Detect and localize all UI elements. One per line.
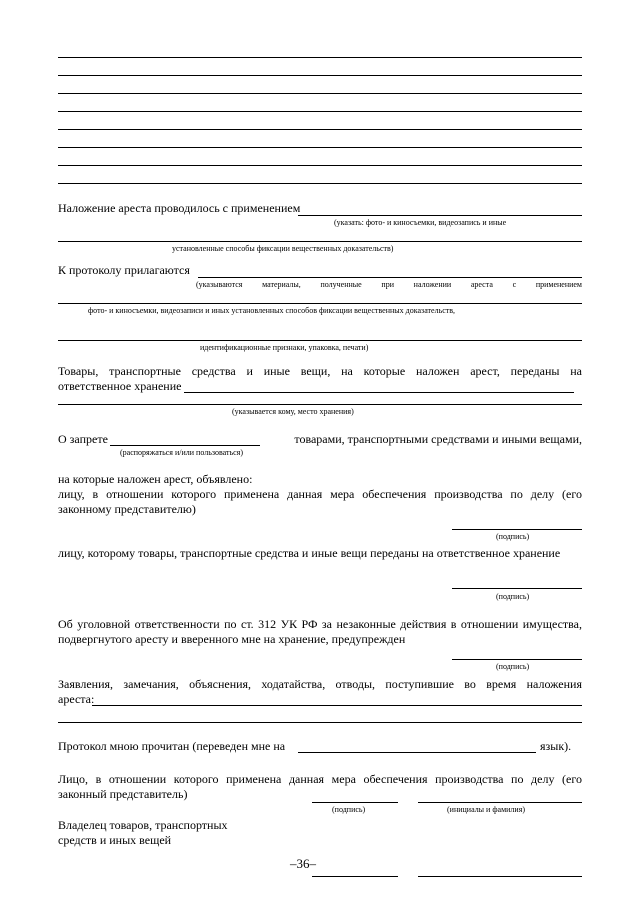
signature-hint: (подпись) bbox=[332, 805, 366, 814]
blank-line bbox=[58, 183, 582, 184]
blank-line bbox=[58, 303, 582, 304]
ban-label: О запрете bbox=[58, 432, 108, 446]
owner-label: Владелец товаров, транспортных средств и иных вещей bbox=[58, 818, 228, 847]
ban-hint: (распоряжаться и/или пользоваться) bbox=[120, 448, 244, 457]
read-label: Протокол мною прочитан (переведен мне на bbox=[58, 739, 286, 753]
initials-hint: (инициалы и фамилия) bbox=[447, 805, 526, 814]
language-field[interactable] bbox=[298, 752, 536, 753]
blank-line bbox=[58, 147, 582, 148]
attachments-field[interactable] bbox=[198, 277, 582, 278]
statements-field[interactable] bbox=[92, 705, 582, 706]
custodian-text: лицу, которому товары, транспортные средства и иные вещи переданы на ответственное хранение bbox=[58, 546, 561, 560]
signature-field[interactable] bbox=[452, 659, 582, 660]
announced-text: на которые наложен арест, объявлено: bbox=[58, 472, 253, 486]
ban-suffix: товарами, транспортными средствами и иными вещами, bbox=[294, 432, 582, 446]
statements-text-cont: ареста: bbox=[58, 692, 95, 706]
ban-field[interactable] bbox=[110, 445, 260, 446]
blank-line bbox=[58, 340, 582, 341]
application-method-hint: (указать: фото- и киносъемки, видеозапись и иные bbox=[334, 218, 507, 227]
blank-line bbox=[58, 111, 582, 112]
statements-text: Заявления, замечания, объяснения, ходатайства, отводы, поступившие во время наложения bbox=[58, 677, 582, 691]
blank-line bbox=[58, 57, 582, 58]
person-applied-text: лицу, в отношении которого применена данная мера обеспечения производства по делу (его законному представителю) bbox=[58, 487, 582, 516]
initials-field[interactable] bbox=[418, 802, 582, 803]
custody-text: Товары, транспортные средства и иные вещи, на которые наложен арест, переданы на bbox=[58, 364, 582, 378]
blank-line bbox=[58, 129, 582, 130]
application-method-label: Наложение ареста проводилось с применением bbox=[58, 201, 301, 215]
page-number: –36– bbox=[290, 856, 316, 871]
initials-field[interactable] bbox=[418, 876, 582, 877]
custody-field[interactable] bbox=[184, 392, 574, 393]
blank-line bbox=[58, 241, 582, 242]
custody-hint: (указывается кому, место хранения) bbox=[232, 407, 354, 416]
blank-line bbox=[58, 722, 582, 723]
blank-line bbox=[58, 165, 582, 166]
liability-text: Об уголовной ответственности по ст. 312 УК РФ за незаконные действия в отношении имущества, подвергнутого аресту и вверенного мне на хранение, предупрежден bbox=[58, 617, 582, 646]
attachments-hint-cont: фото- и киносъемки, видеозаписи и иных установленных способов фиксации вещественных доказательств, bbox=[88, 306, 456, 315]
blank-line bbox=[58, 93, 582, 94]
signature-hint: (подпись) bbox=[496, 592, 530, 601]
read-suffix: язык). bbox=[540, 739, 572, 753]
signature-field[interactable] bbox=[452, 588, 582, 589]
application-method-field[interactable] bbox=[298, 215, 582, 216]
person-rep-text: Лицо, в отношении которого применена данная мера обеспечения производства по делу (его законный представитель) bbox=[58, 772, 582, 801]
blank-line bbox=[58, 404, 582, 405]
blank-line bbox=[58, 75, 582, 76]
signature-hint: (подпись) bbox=[496, 662, 530, 671]
application-method-hint-cont: установленные способы фиксации вещественных доказательств) bbox=[172, 244, 394, 253]
attachments-label: К протоколу прилагаются bbox=[58, 263, 190, 277]
custody-text-cont: ответственное хранение bbox=[58, 379, 182, 393]
signature-field[interactable] bbox=[452, 529, 582, 530]
attachments-hint-cont2: идентификационные признаки, упаковка, печати) bbox=[200, 343, 369, 352]
signature-field[interactable] bbox=[312, 802, 398, 803]
signature-hint: (подпись) bbox=[496, 532, 530, 541]
signature-field[interactable] bbox=[312, 876, 398, 877]
attachments-hint: (указываются материалы, полученные при наложении ареста с применением bbox=[196, 280, 582, 289]
